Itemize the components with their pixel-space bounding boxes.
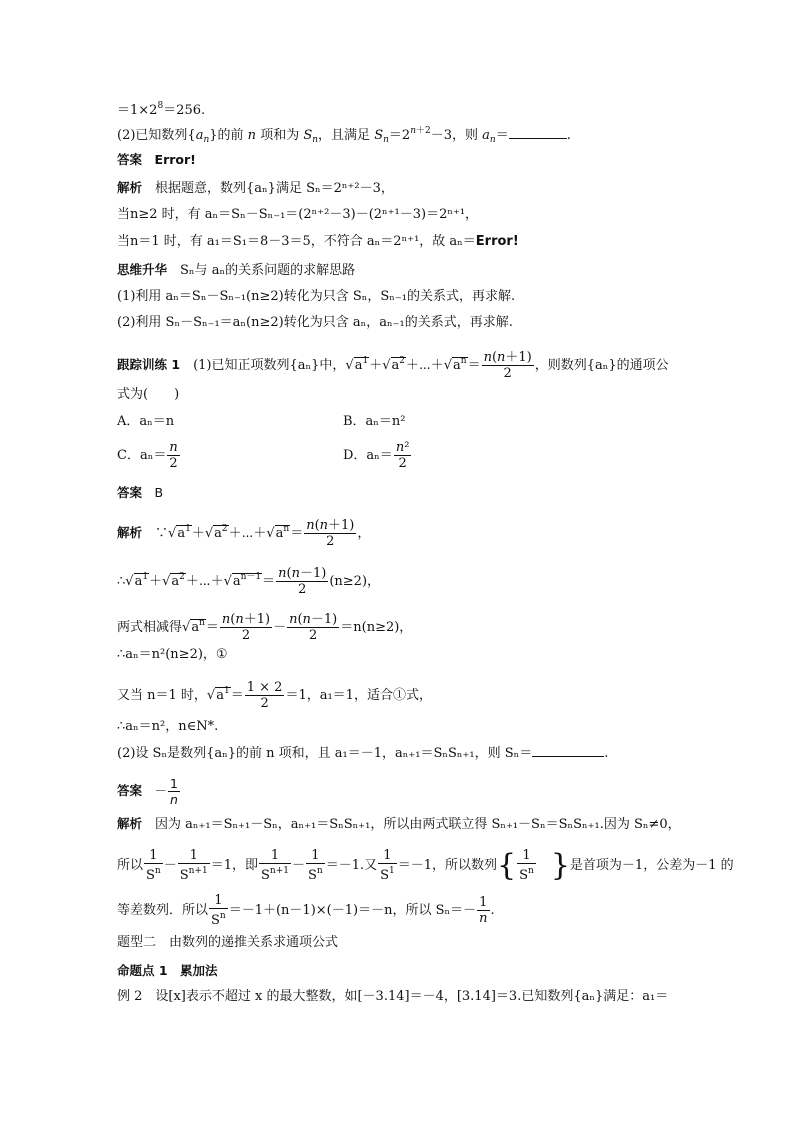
- fraction: $\frac{1}{S^{n+1}}$: [261, 848, 289, 883]
- solution-text: 两式相减得: [117, 620, 183, 635]
- fraction: $\frac{n}{2}$: [169, 440, 178, 471]
- thinking-label: 思维升华: [117, 262, 168, 277]
- fraction: $\frac{n(n+1)}{2}$: [483, 350, 532, 381]
- q-text: 项和为: [260, 128, 300, 143]
- fraction: $\frac{1}{S^{n+1}}$: [179, 848, 208, 883]
- q-text: .: [566, 128, 571, 143]
- answer-line-3: [117, 776, 181, 807]
- q-text: (2)已知数列{: [117, 128, 196, 143]
- option-text: D．aₙ＝: [343, 448, 393, 463]
- fraction: $\frac{\text{n²}}{2}$: [395, 440, 410, 471]
- track-line-1: 跟踪训练 1 (1)已知正项数列{aₙ}中，$√a^1+√a^2+\cdots+√a^n=$ $\frac{n(n+1)}{2}$ ，则数列{aₙ}的通项公: [117, 350, 669, 381]
- answer-line: [117, 150, 196, 170]
- track-text: ，则数列{aₙ}的通项公: [534, 358, 669, 373]
- fraction: $\frac{n(n+1)}{2}$: [306, 518, 355, 549]
- answer-label: 答案: [117, 783, 143, 798]
- answer-value: B: [154, 485, 164, 500]
- fraction: $\frac{1}{S^n}$: [519, 848, 534, 883]
- option-d: [343, 440, 412, 471]
- analysis-text: 当n＝1 时，有 a₁＝S₁＝8－3＝5，不符合 aₙ＝2ⁿ⁺¹，故 aₙ＝: [117, 234, 476, 249]
- fraction: $\frac{1}{S^n}$: [146, 848, 161, 883]
- solution-line-5: 又当 n＝1 时，$√a^1=$ $\frac{1 \times 2}{2}$ ＝1，a₁＝1，适合①式，: [117, 680, 432, 711]
- answer-label: 答案: [117, 485, 143, 500]
- thinking-line-2: (1)利用 aₙ＝Sₙ－Sₙ₋₁(n≥2)转化为只含 Sₙ，Sₙ₋₁的关系式，再求解.: [117, 289, 516, 304]
- answer-value: Error!: [154, 152, 196, 167]
- analysis-label: 解析: [117, 525, 143, 540]
- q-text: }的前: [209, 128, 244, 143]
- analysis2-line-3: [117, 893, 495, 928]
- analysis-text: 所以: [117, 858, 144, 873]
- analysis-text: 是首项为－1，公差为－1 的: [569, 858, 734, 873]
- answer-label: 答案: [117, 152, 143, 167]
- brace-close: }: [550, 847, 570, 883]
- analysis-label: 解析: [117, 180, 143, 195]
- analysis-text: ＝－1＋(n－1)×(－1)＝－n，所以 Sₙ＝－: [228, 903, 477, 918]
- option-text: C．aₙ＝: [117, 448, 167, 463]
- thinking-line-3: (2)利用 Sₙ－Sₙ₋₁＝aₙ(n≥2)转化为只含 aₙ，aₙ₋₁的关系式，再求解.: [117, 315, 513, 330]
- thinking-line-1: [117, 260, 355, 281]
- analysis-text: ＝－1，所以数列: [397, 858, 498, 873]
- analysis-text: 因为 aₙ₊₁＝Sₙ₊₁－Sₙ，aₙ₊₁＝SₙSₙ₊₁，所以由两式联立得 Sₙ₊₁－Sₙ＝SₙSₙ₊₁.因为 Sₙ≠0，: [155, 817, 681, 832]
- solution-line-2: $\therefore√a^1+√a^2+\cdots+√a^{n-1}=$ $\frac{n(n-1)}{2}$ (n≥2)，: [117, 566, 381, 597]
- option-c: [117, 440, 181, 471]
- fraction: $\frac{1}{S^1}$: [380, 848, 395, 883]
- solution-text: 又当 n＝1 时，: [117, 688, 207, 703]
- solution-line-3: 两式相减得$√a^n=$ $\frac{n(n+1)}{2}$ － $\frac{n(n-1)}{2}$ ＝n(n≥2)，: [117, 612, 413, 643]
- solution-text: (n≥2)，: [329, 574, 381, 589]
- fraction: $\frac{1}{n}$: [170, 776, 178, 807]
- solution-text: ＝1，a₁＝1，适合①式，: [285, 688, 432, 703]
- q-text: .: [604, 746, 609, 761]
- fraction: $\frac{n(n-1)}{2}$: [278, 566, 327, 597]
- option-b: B．aₙ＝n²: [343, 414, 406, 429]
- analysis-line-3: [117, 232, 519, 252]
- analysis2-line-1: [117, 814, 681, 835]
- analysis-line-2: 当n≥2 时，有 aₙ＝Sₙ－Sₙ₋₁＝(2ⁿ⁺²－3)－(2ⁿ⁺¹－3)＝2ⁿ⁺¹，: [117, 207, 479, 222]
- answer-line-2: [117, 483, 163, 503]
- command-point-heading: 命题点 1 累加法: [117, 963, 218, 978]
- answer-value: －: [154, 783, 168, 798]
- fraction: $\frac{1}{S^n}$: [211, 893, 226, 928]
- analysis-text: 等差数列．所以: [117, 903, 209, 918]
- q-text: ，则: [452, 128, 479, 143]
- solution-text: ＝n(n≥2)，: [340, 620, 413, 635]
- question-2: (2)已知数列$\{a_n\}$的前 n 项和为 $S_n$，且满足 $S_n=2^{n+2}-3$，则 $a_n=$ .: [117, 126, 571, 145]
- analysis-text: .: [490, 903, 495, 918]
- fraction: $\frac{1 \times 2}{2}$: [246, 680, 283, 711]
- track-label: 跟踪训练 1: [117, 357, 181, 372]
- line-result: $=1\times 2^8=256$.: [117, 101, 206, 118]
- fraction: $\frac{n(n+1)}{2}$: [221, 612, 271, 643]
- solution-text: ∵: [155, 526, 169, 541]
- fraction: $\frac{n(n-1)}{2}$: [289, 612, 338, 643]
- analysis-text: 根据题意，数列{aₙ}满足 Sₙ＝2ⁿ⁺²－3，: [155, 181, 394, 196]
- analysis-label: 解析: [117, 816, 143, 831]
- solution-text: ∴: [117, 574, 126, 589]
- analysis-line-1: [117, 178, 394, 199]
- analysis-text: ＝－1.又: [325, 858, 378, 873]
- solution-line-6: ∴aₙ＝n²，n∈N*.: [117, 719, 219, 734]
- solution-line-1: 解析 $\because√a^1+√a^2+\cdots+√a^n=$ $\frac{n(n+1)}{2}$ ，: [117, 518, 371, 549]
- track-text: (1)已知正项数列{aₙ}中，: [193, 358, 346, 373]
- track-line-2: 式为( ): [117, 387, 180, 402]
- q-text: (2)设 Sₙ是数列{aₙ}的前 n 项和，且 a₁＝－1，aₙ₊₁＝SₙSₙ₊₁，则 Sₙ＝: [117, 746, 533, 761]
- thinking-text: Sₙ与 aₙ的关系问题的求解思路: [180, 263, 356, 278]
- topic-heading: 题型二 由数列的递推关系求通项公式: [117, 935, 339, 950]
- answer-blank: [532, 744, 604, 757]
- solution-line-4: ∴aₙ＝n²(n≥2)，①: [117, 647, 228, 662]
- answer-blank: [509, 126, 567, 139]
- fraction: $\frac{1}{S^n}$: [308, 848, 323, 883]
- option-a: A．aₙ＝n: [117, 414, 175, 429]
- analysis-text: ＝1，即: [210, 858, 258, 873]
- error-text: Error!: [475, 234, 519, 249]
- q-text: ，且满足: [318, 128, 371, 143]
- brace-open: {: [497, 847, 517, 883]
- question-2b: [117, 744, 608, 764]
- analysis2-line-2: 所以 $\frac{1}{S^n}$ － $\frac{1}{S^{n+1}}$ ＝1，即 $\frac{1}{S^{n+1}}$ － $\frac{1}{S^n}$ ＝－1.又 $\frac{1}{S^1}$ ＝－1，所以数列{ $\frac{1}{S^n}$ }是首项为－1，公差为－1 的: [117, 847, 734, 883]
- example-2: 例 2 设[x]表示不超过 x 的最大整数，如[－3.14]＝－4，[3.14]＝3.已知数列{aₙ}满足：a₁＝: [117, 989, 669, 1004]
- fraction: $\frac{1}{n}$: [479, 895, 488, 926]
